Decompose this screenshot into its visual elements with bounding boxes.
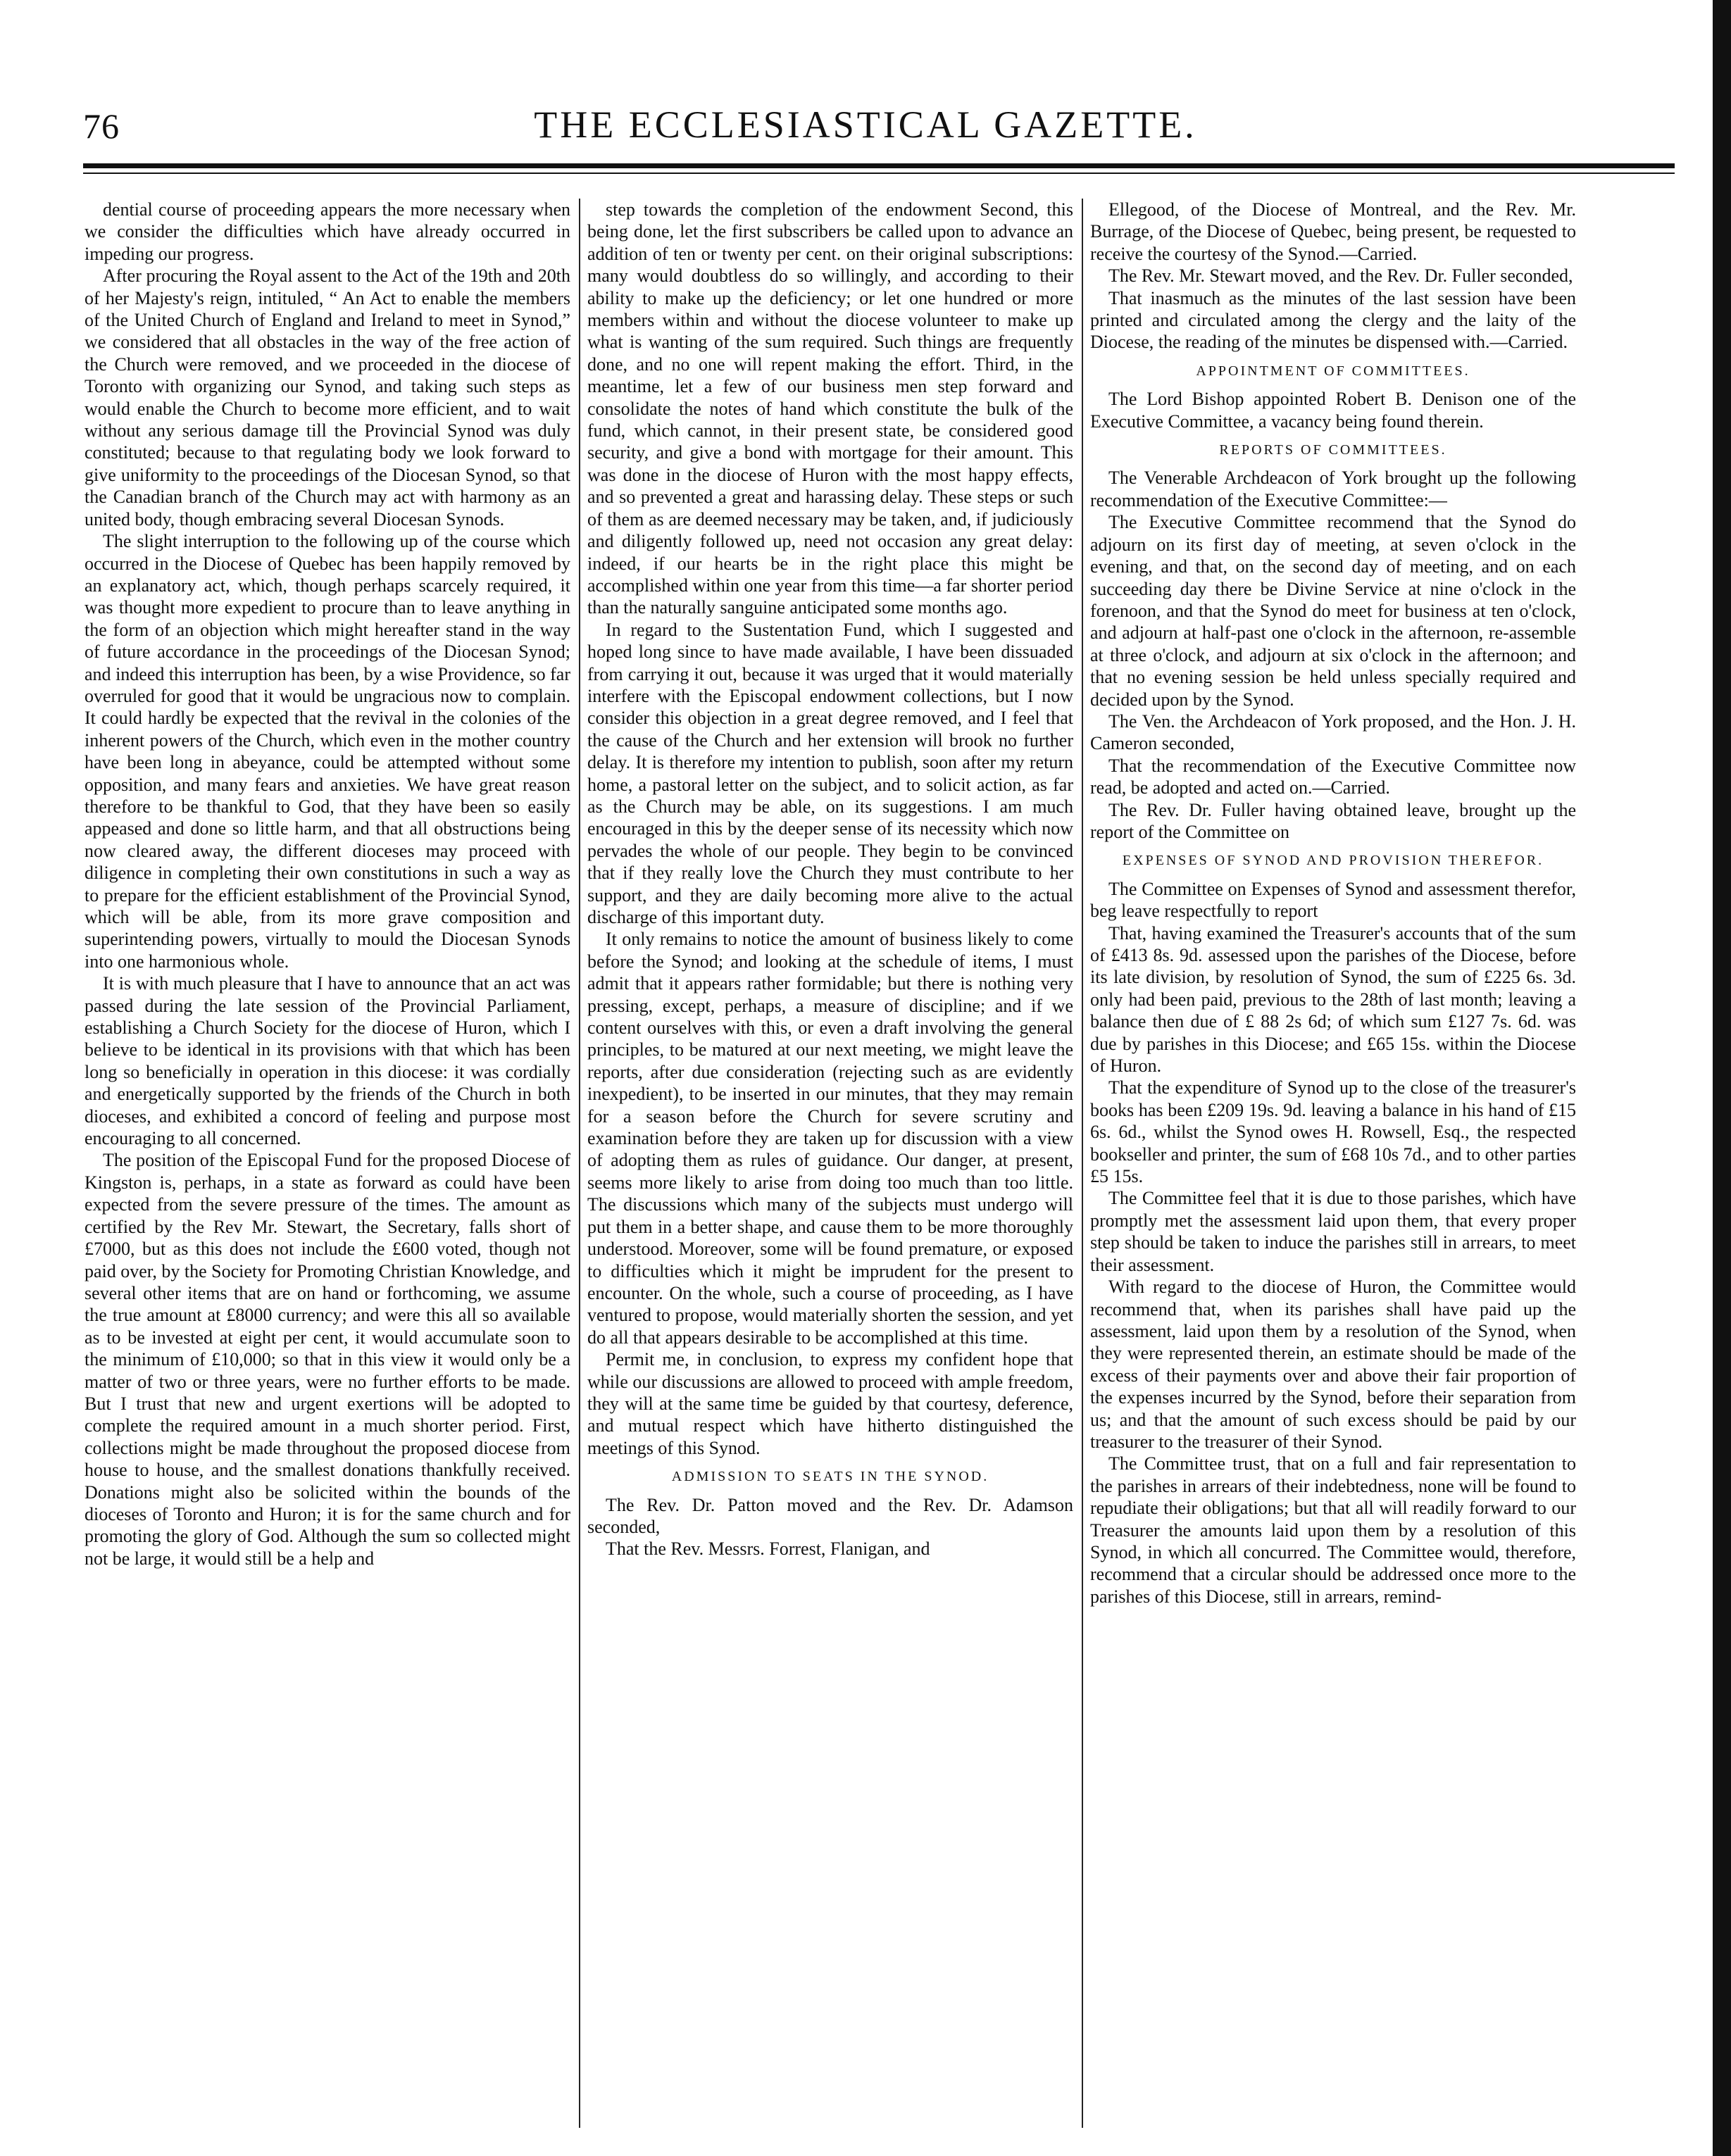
- paragraph: The Lord Bishop appointed Robert B. Denison one of the Executive Committee, a vacancy being found therein.: [1090, 389, 1576, 432]
- paragraph: Permit me, in conclusion, to express my confident hope that while our discussions are allowed to proceed with ample freedom, they will at the same time be guided by that courtesy, deference, and mutual respect which have hitherto distinguished the meetings of this Synod.: [587, 1349, 1073, 1458]
- column-rule-2: [1082, 199, 1083, 2128]
- masthead-rule-thin: [83, 173, 1675, 174]
- paragraph: The Rev. Dr. Patton moved and the Rev. Dr. Adamson seconded,: [587, 1494, 1073, 1537]
- paragraph: step towards the completion of the endowment Second, this being done, let the first subscribers be called upon to advance an addition of ten or twenty per cent. on their original subscriptions: many would doubtless do so willingly, and according to their ability to make up the deficiency; or let one hundred or more members within and without the diocese volunteer to make up what is wanting of the sum required. Such things are frequently done, and no one will repent making the effort. Third, in the meantime, let a few of our business men step forward and consolidate the notes of hand which constitute the bulk of the fund, which cannot, in their present state, be considered good security, and give a bond with mortgage for their amount. This was done in the diocese of Huron with the most happy effects, and so prevented a great and harassing delay. These steps or such of them as are deemed necessary may be taken, and, if judiciously and diligently followed up, need not occasion any great delay: indeed, if our hearts be in the right place this might be accomplished within one year from this time—a far shorter period than the naturally sanguine anticipated some months ago.: [587, 199, 1073, 618]
- paragraph: That the expenditure of Synod up to the close of the treasurer's books has been £209 19s. 9d. leaving a balance in his hand of £15 6s. 6d., whilst the Synod owes H. Rowsell, Esq., the respected bookseller and printer, the sum of £68 10s 7d., and to other parties £5 15s.: [1090, 1077, 1576, 1187]
- text-column-3: [1090, 199, 1576, 2128]
- paragraph: In regard to the Sustentation Fund, which I suggested and hoped long since to have made available, I have been dissuaded from carrying it out, because it was urged that it would materially interfere with the Episcopal endowment collections, but I now consider this objection in a great degree removed, and I feel that the cause of the Church and her extension will brook no further delay. It is therefore my intention to publish, soon after my return home, a pastoral letter on the subject, and to solicit action, as far as the Church may be able, on its suggestions. I am much encouraged in this by the deeper sense of its necessity which now pervades the whole of our people. They begin to be convinced that if they really love the Church they must contribute to her support, and they are daily becoming more alive to the actual discharge of this important duty.: [587, 619, 1073, 927]
- paragraph: The Rev. Dr. Fuller having obtained leave, brought up the report of the Committee on: [1090, 799, 1576, 842]
- paragraph: The Ven. the Archdeacon of York proposed, and the Hon. J. H. Cameron seconded,: [1090, 710, 1576, 754]
- scan-edge-border: [1713, 0, 1731, 2156]
- paragraph: That the recommendation of the Executive Committee now read, be adopted and acted on.—Carried.: [1090, 755, 1576, 798]
- paragraph: The Committee trust, that on a full and fair representation to the parishes in arrears of their indebtedness, none will be found to repudiate their obligations; but that all will readily forward to our Treasurer the amounts laid upon them by a resolution of this Synod, in which all concurred. The Committee would, therefore, recommend that a circular should be addressed once more to the parishes of this Diocese, still in arrears, remind-: [1090, 1453, 1576, 1607]
- paragraph: Ellegood, of the Diocese of Montreal, and the Rev. Mr. Burrage, of the Diocese of Quebec, being present, be requested to receive the courtesy of the Synod.—Carried.: [1090, 199, 1576, 264]
- column-rule-1: [579, 199, 580, 2128]
- text-column-1: [85, 199, 570, 2128]
- section-heading: REPORTS OF COMMITTEES.: [1219, 442, 1447, 458]
- paragraph: With regard to the diocese of Huron, the Committee would recommend that, when its parishes shall have paid up the assessment, laid upon them by a resolution of the Synod, when they were represented therein, an estimate should be made of the excess of their payments over and above their fair proportion of the expenses incurred by the Synod, before their separation from us; and that the amount of such excess should be paid by our treasurer to the treasurer of their Synod.: [1090, 1277, 1576, 1452]
- paragraph: The position of the Episcopal Fund for the proposed Diocese of Kingston is, perhaps, in a state as forward as could have been expected from the severe pressure of the times. The amount as certified by the Rev Mr. Stewart, the Secretary, falls short of £7000, but as this does not include the £600 voted, though not paid over, by the Society for Promoting Christian Knowledge, and several other items that are on hand or forthcoming, we assume the true amount at £8000 currency; and were this all so available as to be invested at eight per cent, it would accumulate soon to the minimum of £10,000; so that in this view it would only be a matter of two or three years, were no further efforts to be made. But I trust that new and urgent exertions will be adopted to complete the required amount in a much shorter period. First, collections might be made throughout the proposed diocese from house to house, and the smallest donations thankfully received. Donations might also be solicited within the bounds of the dioceses of Toronto and Huron; it is for the same church and for promoting the glory of God. Although the sum so collected might not be large, it would still be a help and: [85, 1150, 570, 1569]
- text-column-2: [587, 199, 1073, 2128]
- paragraph: It only remains to notice the amount of business likely to come before the Synod; and looking at the schedule of items, I must admit that it appears rather formidable; but there is nothing very pressing, except, perhaps, a measure of discipline; and if we content ourselves with this, or even a draft involving the general principles, to be matured at our next meeting, we might leave the reports, after due consideration (rejecting such as are evidently inexpedient), to be inserted in our minutes, that they may remain for a season before the Church for severe scrutiny and examination before they are taken up for discussion with a view of adopting them as rules of guidance. Our danger, at present, seems more likely to arise from doing too much than too little. The discussions which many of the subjects must undergo will put them in a better shape, and cause them to be more thoroughly understood. Moreover, some will be found premature, or exposed to difficulties which it might be imprudent for the present to encounter. On the whole, such a course of proceeding, as I have ventured to propose, would materially shorten the session, and yet do all that appears desirable to be accomplished at this time.: [587, 929, 1073, 1348]
- paragraph: The Rev. Mr. Stewart moved, and the Rev. Dr. Fuller seconded,: [1108, 265, 1573, 287]
- paragraph: The Committee feel that it is due to those parishes, which have promptly met the assessment laid upon them, that every proper step should be taken to induce the parishes still in arrears, to meet their assessment.: [1090, 1188, 1576, 1275]
- paragraph: dential course of proceeding appears the more necessary when we consider the difficulties which have already occurred in impeding our progress.: [85, 199, 570, 264]
- paragraph: That inasmuch as the minutes of the last session have been printed and circulated among the clergy and the laity of the Diocese, the reading of the minutes be dispensed with.—Carried.: [1090, 287, 1576, 353]
- section-heading: APPOINTMENT OF COMMITTEES.: [1196, 363, 1470, 379]
- paragraph: It is with much pleasure that I have to announce that an act was passed during the late session of the Provincial Parliament, establishing a Church Society for the diocese of Huron, which I believe to be identical in its provisions with that which has been long so beneficially in operation in this diocese: it was cordially and energetically supported by the friends of the Church in both dioceses, and exhibited a concord of feeling and purpose most encouraging to all concerned.: [85, 973, 570, 1149]
- paragraph: The Venerable Archdeacon of York brought up the following recommendation of the Executive Committee:—: [1090, 468, 1576, 510]
- paragraph: The Committee on Expenses of Synod and assessment therefor, beg leave respectfully to report: [1090, 878, 1576, 922]
- section-heading: ADMISSION TO SEATS IN THE SYNOD.: [671, 1469, 989, 1485]
- page-number: 76: [83, 106, 120, 146]
- paragraph: That, having examined the Treasurer's accounts that of the sum of £413 8s. 9d. assessed upon the parishes of the Diocese, before its late division, by resolution of Synod, the sum of £225 6s. 3d. only had been paid, previous to the 28th of last month; leaving a balance then due of £ 88 2s 6d; of which sum £127 7s. 6d. was due by parishes in this Diocese; and £65 15s. within the Diocese of Huron.: [1090, 922, 1576, 1077]
- section-heading: EXPENSES OF SYNOD AND PROVISION THEREFOR.: [1122, 853, 1544, 869]
- masthead-title: THE ECCLESIASTICAL GAZETTE.: [534, 104, 1197, 146]
- paragraph: After procuring the Royal assent to the Act of the 19th and 20th of her Majesty's reign, intituled, “ An Act to enable the members of the United Church of England and Ireland to meet in Synod,” we considered that all obstacles in the way of the free action of the Church were removed, and we proceeded in the diocese of Toronto with organizing our Synod, and taking such steps as would enable the Church to become more efficient, and to wait without any serious damage till the Provincial Synod was duly constituted; because to that regulating body we look forward to give uniformity to the proceedings of the Diocesan Synod, so that the Canadian branch of the Church may act with harmony as an united body, though embracing several Diocesan Synods.: [85, 265, 570, 529]
- paragraph: That the Rev. Messrs. Forrest, Flanigan, and: [606, 1538, 930, 1560]
- paragraph: The Executive Committee recommend that the Synod do adjourn on its first day of meeting, at seven o'clock in the evening, and that, on the second day of meeting, and on each succeeding day there be Divine Service at nine o'clock in the forenoon, and that the Synod do meet for business at ten o'clock, and adjourn at half-past one o'clock in the afternoon, re-assemble at three o'clock, and adjourn at six o'clock in the afternoon; and that no evening session be held unless specially required and decided upon by the Synod.: [1090, 512, 1576, 710]
- masthead-rule-thick: [83, 163, 1675, 168]
- paragraph: The slight interruption to the following up of the course which occurred in the Diocese of Quebec has been happily removed by an explanatory act, which, though perhaps scarcely required, it was thought more expedient to procure than to leave anything in the form of an objection which might hereafter stand in the way of future accordance in the proceedings of the Diocesan Synod; and indeed this interruption has been, by a wise Providence, so far overruled for good that it would be ungracious now to complain. It could hardly be expected that the revival in the colonies of the inherent powers of the Church, which even in the mother country have been long in abeyance, could be attempted without some opposition, and many fears and anxieties. We have great reason therefore to be thankful to God, that they have been so easily appeased and done so little harm, and that all obstructions being now cleared away, the different dioceses may proceed with diligence in completing their own constitutions in such a way as to prepare for the efficient establishment of the Provincial Synod, which will be able, from its more grave composition and superintending powers, virtually to mould the Diocesan Synods into one harmonious whole.: [85, 531, 570, 972]
